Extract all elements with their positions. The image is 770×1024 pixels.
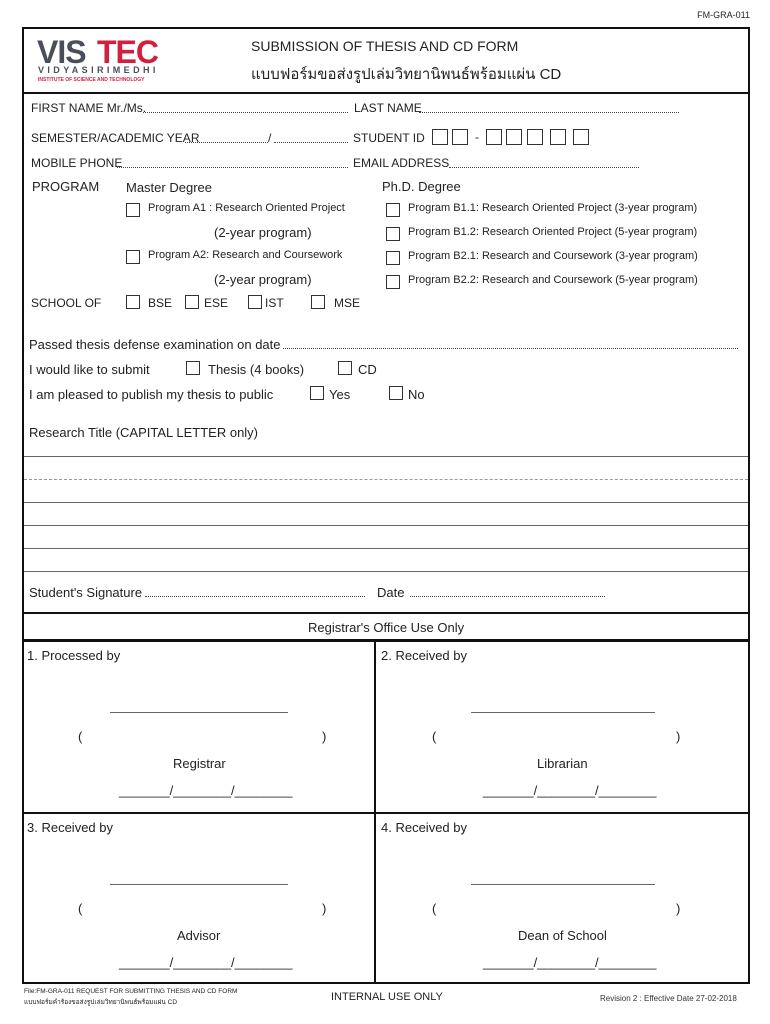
box2-date-field[interactable]: _______/________/________ [483,783,657,798]
last-name-label: LAST NAME [354,101,422,115]
school-bse-label: BSE [148,296,173,310]
publish-yes-checkbox[interactable] [310,386,324,400]
vistec-logo [36,36,166,88]
registrar-header: Registrar's Office Use Only [308,620,465,635]
publish-yes-label: Yes [329,387,351,402]
svg-text:VIS: VIS [37,36,86,70]
research-title-line-4[interactable] [24,525,748,526]
box4-paren-open: ( [432,901,437,916]
program-a2-label: Program A2: Research and Coursework [148,249,343,261]
research-title-line-2[interactable] [24,479,748,480]
school-label: SCHOOL OF [31,296,102,310]
form-code: FM-GRA-011 [697,10,750,20]
research-title-label: Research Title (CAPITAL LETTER only) [29,425,259,440]
school-ese-label: ESE [204,296,229,310]
registrar-mid-divider [22,812,750,814]
program-b22-label: Program B2.2: Research and Coursework (5-year program) [408,274,698,286]
box3-signature-line[interactable] [110,884,288,885]
program-b22-checkbox[interactable] [386,275,400,289]
submit-cd-checkbox[interactable] [338,361,352,375]
registrar-col-divider [374,640,376,984]
school-ist-checkbox[interactable] [248,295,262,309]
logo-line1: VIDYASIRIMEDHI [38,65,159,75]
program-label: PROGRAM [32,179,100,194]
program-a2-checkbox[interactable] [126,250,140,264]
school-ist-label: IST [265,296,284,310]
email-field[interactable] [449,167,639,168]
mobile-field[interactable] [117,167,348,168]
footer-file-line1: File:FM-GRA-011 REQUEST FOR SUBMITTING THESIS AND CD FORM [24,988,238,995]
box4-paren-close: ) [676,901,681,916]
defense-date-label: Passed thesis defense examination on date [29,337,281,352]
header-divider [22,92,750,94]
box2-title: 2. Received by [381,648,467,663]
program-b11-label: Program B1.1: Research Oriented Project (3-year program) [408,202,698,214]
last-name-field[interactable] [419,112,679,113]
box1-date-field[interactable]: _______/________/________ [119,783,293,798]
semester-field[interactable] [185,142,268,143]
signature-date-label: Date [377,585,405,600]
form-title-en: SUBMISSION OF THESIS AND CD FORM [251,38,519,54]
submit-thesis-checkbox[interactable] [186,361,200,375]
school-bse-checkbox[interactable] [126,295,140,309]
program-b21-label: Program B2.1: Research and Coursework (3-year program) [408,250,698,262]
student-id-box-3[interactable] [486,129,502,145]
box4-date-field[interactable]: _______/________/________ [483,955,657,970]
box2-paren-close: ) [676,729,681,744]
research-title-line-6[interactable] [24,571,748,572]
box3-paren-close: ) [322,901,327,916]
student-id-box-1[interactable] [432,129,448,145]
student-id-dash: - [475,130,479,144]
form-title-th: แบบฟอร์มขอส่งรูปเล่มวิทยานิพนธ์พร้อมแผ่น CD [251,66,562,83]
first-name-label: FIRST NAME Mr./Ms. [31,101,147,115]
program-b12-label: Program B1.2: Research Oriented Project (5-year program) [408,226,698,238]
box3-date-field[interactable]: _______/________/________ [119,955,293,970]
box3-title: 3. Received by [27,820,113,835]
footer-internal-use: INTERNAL USE ONLY [331,991,443,1003]
program-b21-checkbox[interactable] [386,251,400,265]
student-signature-label: Student's Signature [29,585,143,600]
student-id-box-4[interactable] [506,129,522,145]
school-mse-label: MSE [334,296,361,310]
submit-thesis-label: Thesis (4 books) [208,362,305,377]
program-a1-checkbox[interactable] [126,203,140,217]
box3-role: Advisor [177,928,221,943]
box4-signature-line[interactable] [471,884,655,885]
research-title-line-1[interactable] [24,456,748,457]
publish-no-checkbox[interactable] [389,386,403,400]
academic-year-field[interactable] [274,142,348,143]
box1-signature-line[interactable] [110,712,288,713]
box4-role: Dean of School [518,928,607,943]
student-signature-field[interactable] [145,596,365,597]
registrar-header-divider [22,640,750,642]
mobile-label: MOBILE PHONE [31,156,123,170]
email-label: EMAIL ADDRESS [353,156,450,170]
student-id-label: STUDENT ID [353,131,425,145]
school-ese-checkbox[interactable] [185,295,199,309]
semester-label: SEMESTER/ACADEMIC YEAR [31,131,200,145]
svg-text:TEC: TEC [97,36,158,70]
research-title-line-3[interactable] [24,502,748,503]
box1-paren-open: ( [78,729,83,744]
footer-revision: Revision 2 : Effective Date 27-02-2018 [600,994,737,1003]
program-b11-checkbox[interactable] [386,203,400,217]
box1-paren-close: ) [322,729,327,744]
publish-label: I am pleased to publish my thesis to public [29,387,274,402]
submit-cd-label: CD [358,362,377,377]
student-id-box-7[interactable] [573,129,589,145]
footer-file-line2: แบบฟอร์มคำร้องขอส่งรูปเล่มวิทยานิพนธ์พร้อมแผ่น CD [24,999,178,1006]
box4-title: 4. Received by [381,820,467,835]
program-b12-checkbox[interactable] [386,227,400,241]
box3-paren-open: ( [78,901,83,916]
student-id-box-5[interactable] [527,129,543,145]
master-degree-heading: Master Degree [126,180,212,195]
first-name-field[interactable] [143,112,348,113]
semester-slash: / [268,131,272,145]
box1-title: 1. Processed by [27,648,121,663]
registrar-frame [22,612,750,984]
signature-date-field[interactable] [410,596,605,597]
program-a2-duration: (2-year program) [214,272,312,287]
student-id-box-6[interactable] [550,129,566,145]
student-id-box-2[interactable] [452,129,468,145]
submit-label: I would like to submit [29,362,150,377]
logo-line2: INSTITUTE OF SCIENCE AND TECHNOLOGY [38,77,145,83]
box1-role: Registrar [173,756,226,771]
program-a1-duration: (2-year program) [214,225,312,240]
research-title-line-5[interactable] [24,548,748,549]
box2-paren-open: ( [432,729,437,744]
phd-degree-heading: Ph.D. Degree [382,179,461,194]
defense-date-field[interactable] [283,348,738,349]
school-mse-checkbox[interactable] [311,295,325,309]
publish-no-label: No [408,387,425,402]
program-a1-label: Program A1 : Research Oriented Project [148,202,345,214]
box2-role: Librarian [537,756,588,771]
box2-signature-line[interactable] [471,712,655,713]
